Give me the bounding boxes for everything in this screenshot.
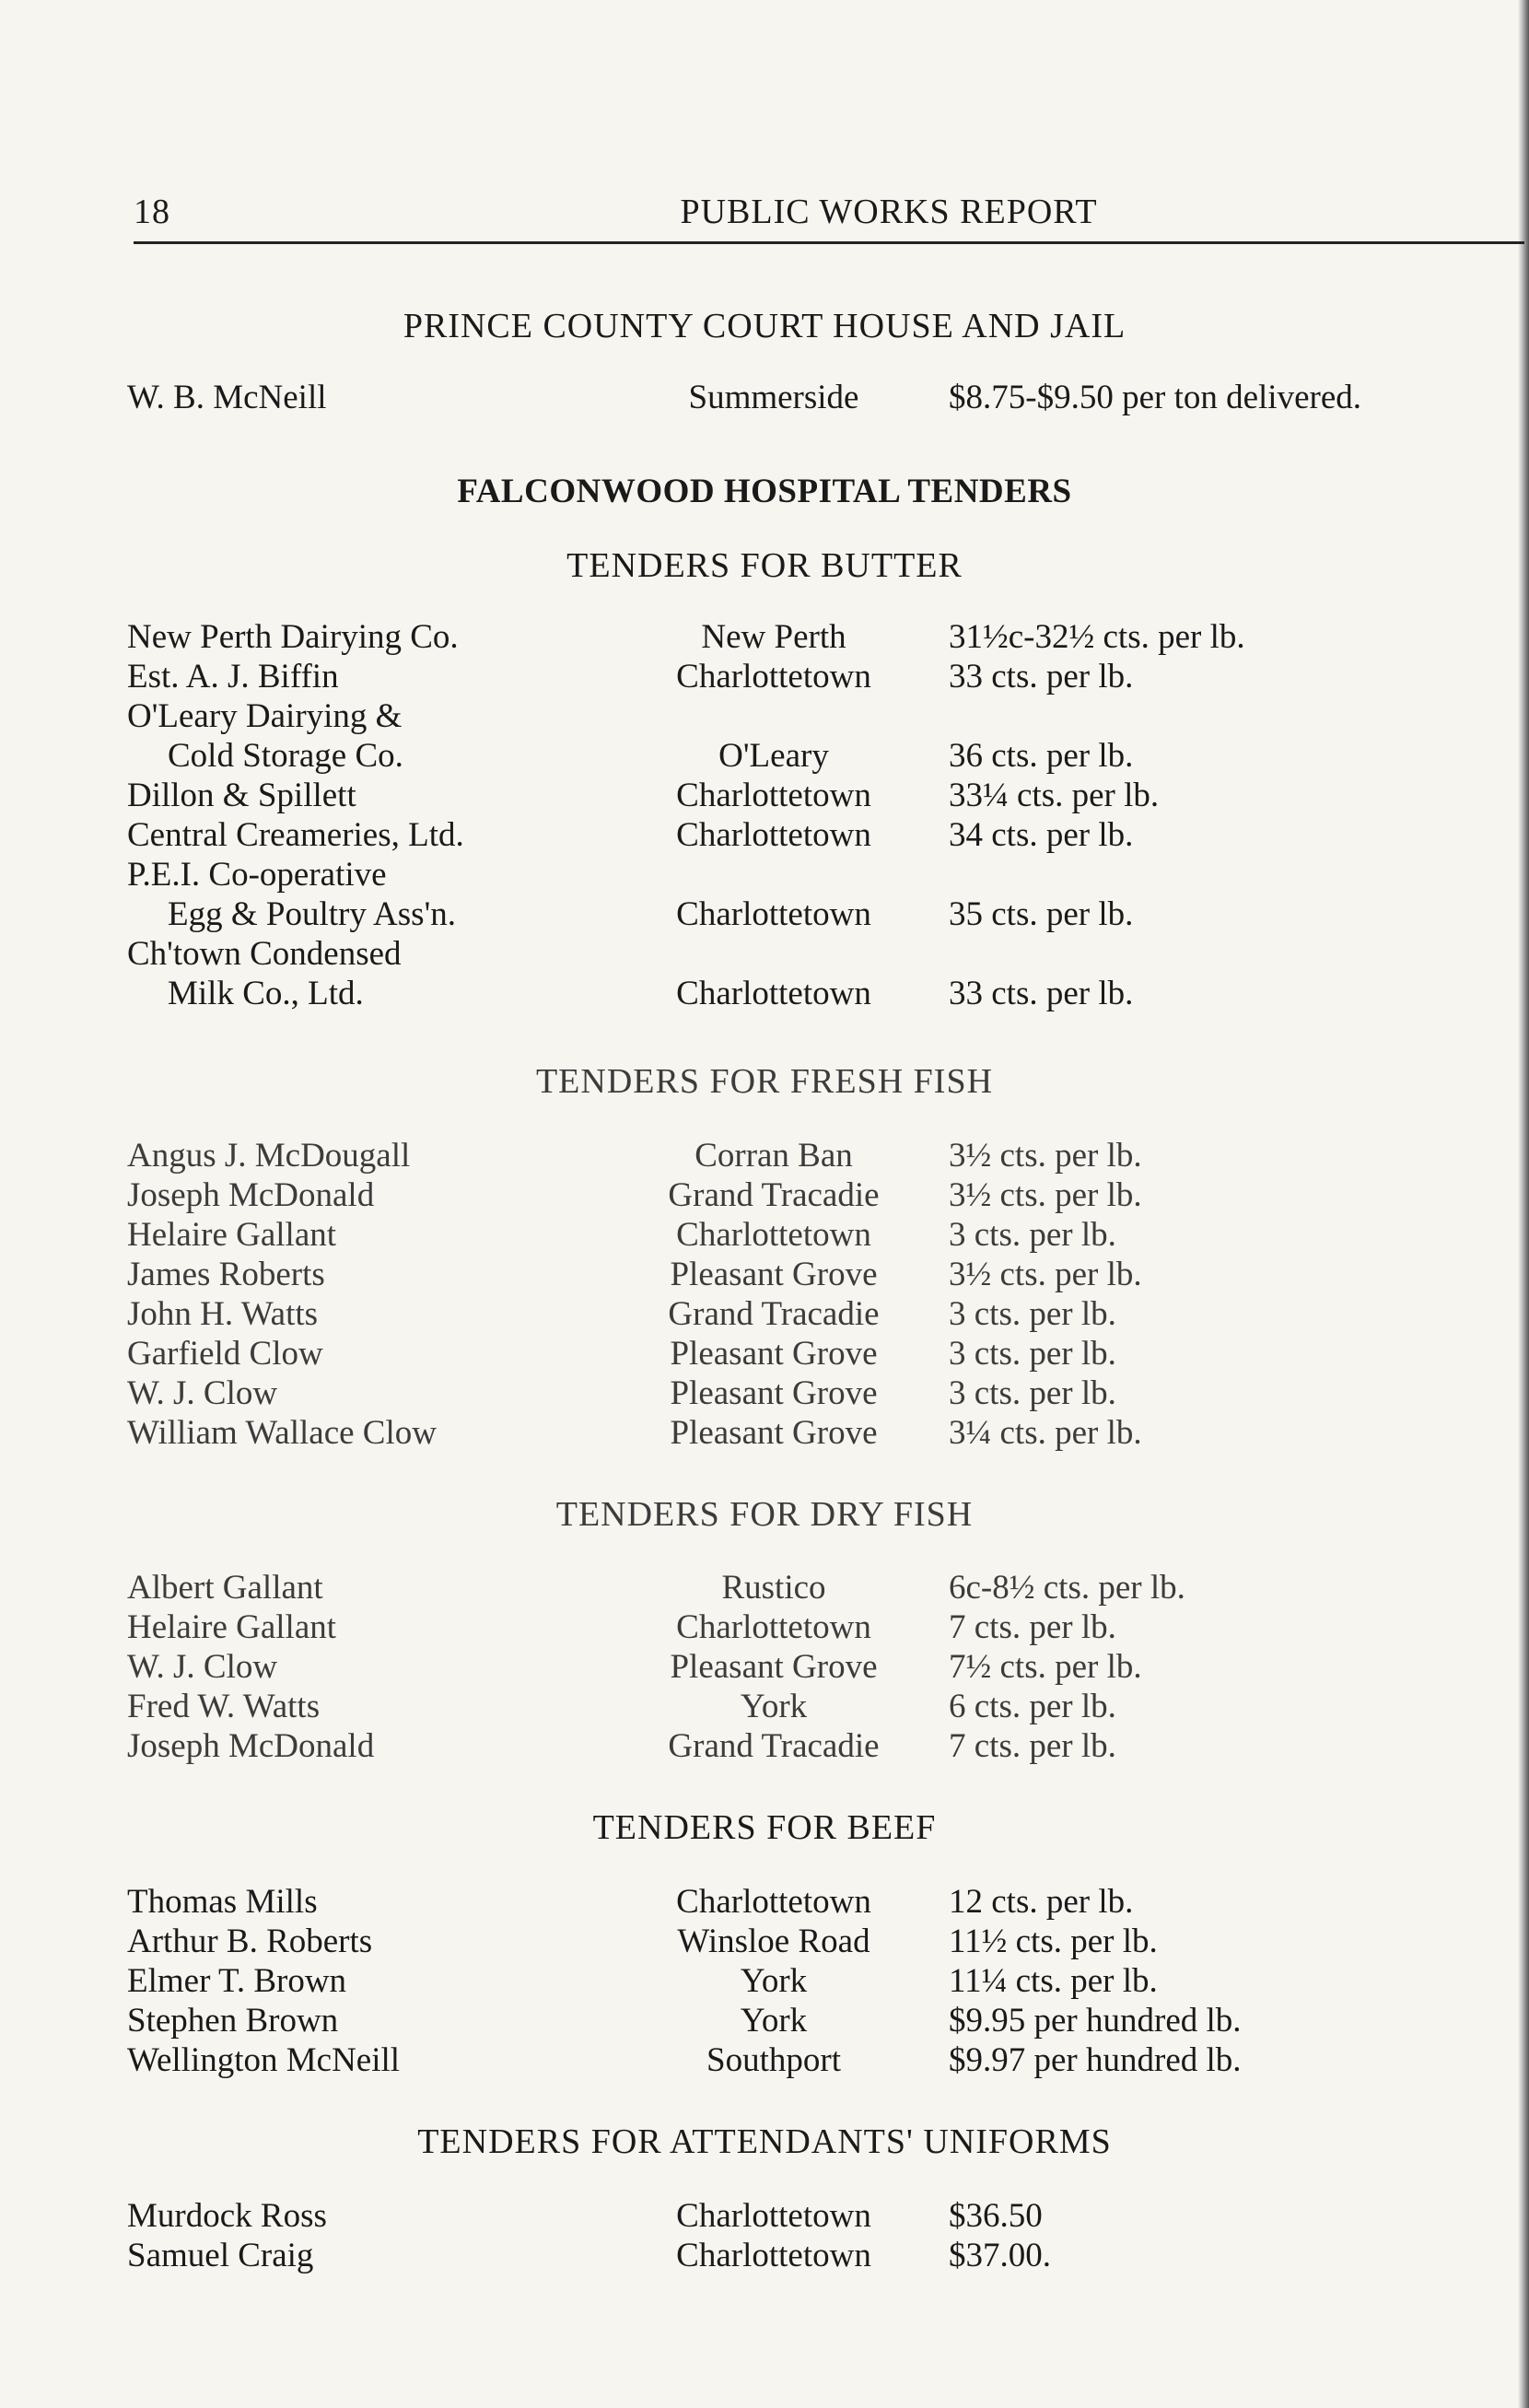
falconwood-title: FALCONWOOD HOSPITAL TENDERS — [457, 473, 1072, 510]
tender-place: Rustico — [721, 1569, 826, 1607]
tender-name: Angus J. McDougall — [127, 1137, 411, 1175]
tender-price: $9.95 per hundred lb. — [949, 2002, 1242, 2040]
tender-price: 34 cts. per lb. — [949, 816, 1134, 854]
tender-price: 3¼ cts. per lb. — [949, 1414, 1142, 1452]
tender-price: $37.00. — [949, 2237, 1051, 2274]
page-number: 18 — [134, 193, 170, 231]
tender-row — [0, 776, 1529, 816]
tender-row — [0, 696, 1529, 737]
tender-row — [0, 855, 1529, 895]
tender-place: Charlottetown — [676, 895, 871, 933]
tender-place: Charlottetown — [676, 2237, 871, 2274]
tender-place: York — [740, 2002, 808, 2040]
tender-name: New Perth Dairying Co. — [127, 618, 459, 656]
tender-row — [0, 617, 1529, 658]
tender-row — [0, 1136, 1529, 1176]
tender-price: 3½ cts. per lb. — [949, 1137, 1142, 1175]
tender-price: $9.97 per hundred lb. — [949, 2041, 1242, 2079]
tender-name: Est. A. J. Biffin — [127, 658, 339, 696]
tender-price: 6c-8½ cts. per lb. — [949, 1569, 1185, 1607]
tender-name: Murdock Ross — [127, 2197, 327, 2235]
tender-row — [0, 1175, 1529, 1216]
tender-name: Helaire Gallant — [127, 1608, 337, 1646]
tender-price: $36.50 — [949, 2197, 1043, 2235]
tender-row — [0, 1294, 1529, 1335]
tender-row — [0, 1607, 1529, 1648]
tender-row — [0, 2196, 1529, 2237]
tender-name: William Wallace Clow — [127, 1414, 437, 1452]
tender-name: W. B. McNeill — [127, 379, 327, 416]
tender-name: Garfield Clow — [127, 1335, 323, 1373]
tender-place: Charlottetown — [676, 1216, 871, 1254]
tender-row — [0, 657, 1529, 697]
tender-row — [0, 1647, 1529, 1688]
tender-name: W. J. Clow — [127, 1648, 278, 1686]
tender-place: Pleasant Grove — [670, 1648, 878, 1686]
tender-price: 3½ cts. per lb. — [949, 1176, 1142, 1214]
tender-row — [0, 1726, 1529, 1767]
running-title: PUBLIC WORKS REPORT — [680, 193, 1098, 231]
tender-row — [0, 1961, 1529, 2002]
tender-place: Pleasant Grove — [670, 1414, 878, 1452]
tender-price: 36 cts. per lb. — [949, 737, 1134, 775]
tender-price: 3 cts. per lb. — [949, 1374, 1116, 1412]
tender-row — [0, 1373, 1529, 1414]
tender-row — [0, 2001, 1529, 2041]
tender-name: Thomas Mills — [127, 1883, 318, 1921]
tender-place: New Perth — [701, 618, 846, 656]
tender-name: Helaire Gallant — [127, 1216, 337, 1254]
page-header — [134, 192, 1515, 247]
tender-place: Charlottetown — [676, 1883, 871, 1921]
tender-row — [0, 1882, 1529, 1923]
tender-name: Albert Gallant — [127, 1569, 323, 1607]
tender-place: Charlottetown — [676, 777, 871, 814]
tender-price: 3 cts. per lb. — [949, 1335, 1116, 1373]
tender-place: Charlottetown — [676, 2197, 871, 2235]
tender-place: Winsloe Road — [677, 1923, 870, 1960]
beef-section-title: TENDERS FOR BEEF — [592, 1808, 937, 1847]
tender-price: 6 cts. per lb. — [949, 1688, 1116, 1725]
tender-place: Corran Ban — [694, 1137, 853, 1175]
tender-place: York — [740, 1962, 808, 2000]
tender-price: 33 cts. per lb. — [949, 658, 1134, 696]
tender-name: Arthur B. Roberts — [127, 1923, 373, 1960]
tender-place: Southport — [706, 2041, 841, 2079]
tender-name: P.E.I. Co-operative — [127, 856, 387, 894]
tender-name: Milk Co., Ltd. — [168, 975, 364, 1012]
tender-price: 12 cts. per lb. — [949, 1883, 1134, 1921]
tender-price: 35 cts. per lb. — [949, 895, 1134, 933]
tender-price: 7 cts. per lb. — [949, 1727, 1116, 1765]
tender-place: Charlottetown — [676, 1608, 871, 1646]
uniforms-section-title: TENDERS FOR ATTENDANTS' UNIFORMS — [417, 2122, 1112, 2161]
tender-row — [0, 1255, 1529, 1295]
tender-name: Fred W. Watts — [127, 1688, 321, 1725]
tender-price: 31½c-32½ cts. per lb. — [949, 618, 1245, 656]
tender-price: 7½ cts. per lb. — [949, 1648, 1142, 1686]
tender-name: Egg & Poultry Ass'n. — [168, 895, 456, 933]
tender-row — [0, 974, 1529, 1014]
tender-name: W. J. Clow — [127, 1374, 278, 1412]
tender-row — [0, 378, 1529, 418]
tender-row — [0, 815, 1529, 856]
tender-name: Stephen Brown — [127, 2002, 339, 2040]
tender-place: Charlottetown — [676, 658, 871, 696]
fresh-fish-section-title: TENDERS FOR FRESH FISH — [535, 1062, 994, 1101]
tender-row — [0, 736, 1529, 777]
tender-place: Pleasant Grove — [670, 1374, 878, 1412]
tender-name: Samuel Craig — [127, 2237, 314, 2274]
tender-place: York — [740, 1688, 808, 1725]
tender-row — [0, 894, 1529, 935]
tender-name: Ch'town Condensed — [127, 935, 402, 973]
tender-place: Grand Tracadie — [668, 1295, 880, 1333]
tender-place: Pleasant Grove — [670, 1335, 878, 1373]
butter-section-title: TENDERS FOR BUTTER — [566, 546, 963, 585]
tender-row — [0, 1334, 1529, 1374]
tender-price: 11½ cts. per lb. — [949, 1923, 1158, 1960]
prince-county-title: PRINCE COUNTY COURT HOUSE AND JAIL — [403, 307, 1126, 345]
tender-row — [0, 1215, 1529, 1256]
tender-name: O'Leary Dairying & — [127, 697, 403, 735]
tender-price: 7 cts. per lb. — [949, 1608, 1116, 1646]
dry-fish-section-title: TENDERS FOR DRY FISH — [555, 1495, 974, 1534]
tender-name: Cold Storage Co. — [168, 737, 403, 775]
tender-row — [0, 1687, 1529, 1727]
tender-row — [0, 934, 1529, 975]
tender-price: 3½ cts. per lb. — [949, 1256, 1142, 1293]
tender-place: Summerside — [688, 379, 859, 416]
tender-row — [0, 2040, 1529, 2081]
tender-row — [0, 1568, 1529, 1608]
tender-name: Elmer T. Brown — [127, 1962, 347, 2000]
tender-place: Grand Tracadie — [668, 1176, 880, 1214]
tender-row — [0, 2236, 1529, 2276]
tender-place: Pleasant Grove — [670, 1256, 878, 1293]
tender-name: Wellington McNeill — [127, 2041, 401, 2079]
tender-name: James Roberts — [127, 1256, 325, 1293]
tender-price: 33 cts. per lb. — [949, 975, 1134, 1012]
tender-place: Grand Tracadie — [668, 1727, 880, 1765]
tender-price: 11¼ cts. per lb. — [949, 1962, 1158, 2000]
tender-name: Joseph McDonald — [127, 1176, 375, 1214]
tender-name: Joseph McDonald — [127, 1727, 375, 1765]
tender-name: Dillon & Spillett — [127, 777, 356, 814]
tender-price: 3 cts. per lb. — [949, 1216, 1116, 1254]
tender-row — [0, 1922, 1529, 1962]
tender-place: Charlottetown — [676, 816, 871, 854]
tender-price: 3 cts. per lb. — [949, 1295, 1116, 1333]
header-rule — [134, 241, 1524, 244]
tender-name: John H. Watts — [127, 1295, 319, 1333]
tender-row — [0, 1413, 1529, 1454]
tender-name: Central Creameries, Ltd. — [127, 816, 464, 854]
tender-price: $8.75-$9.50 per ton delivered. — [949, 379, 1361, 416]
tender-place: Charlottetown — [676, 975, 871, 1012]
tender-price: 33¼ cts. per lb. — [949, 777, 1160, 814]
tender-place: O'Leary — [718, 737, 829, 775]
